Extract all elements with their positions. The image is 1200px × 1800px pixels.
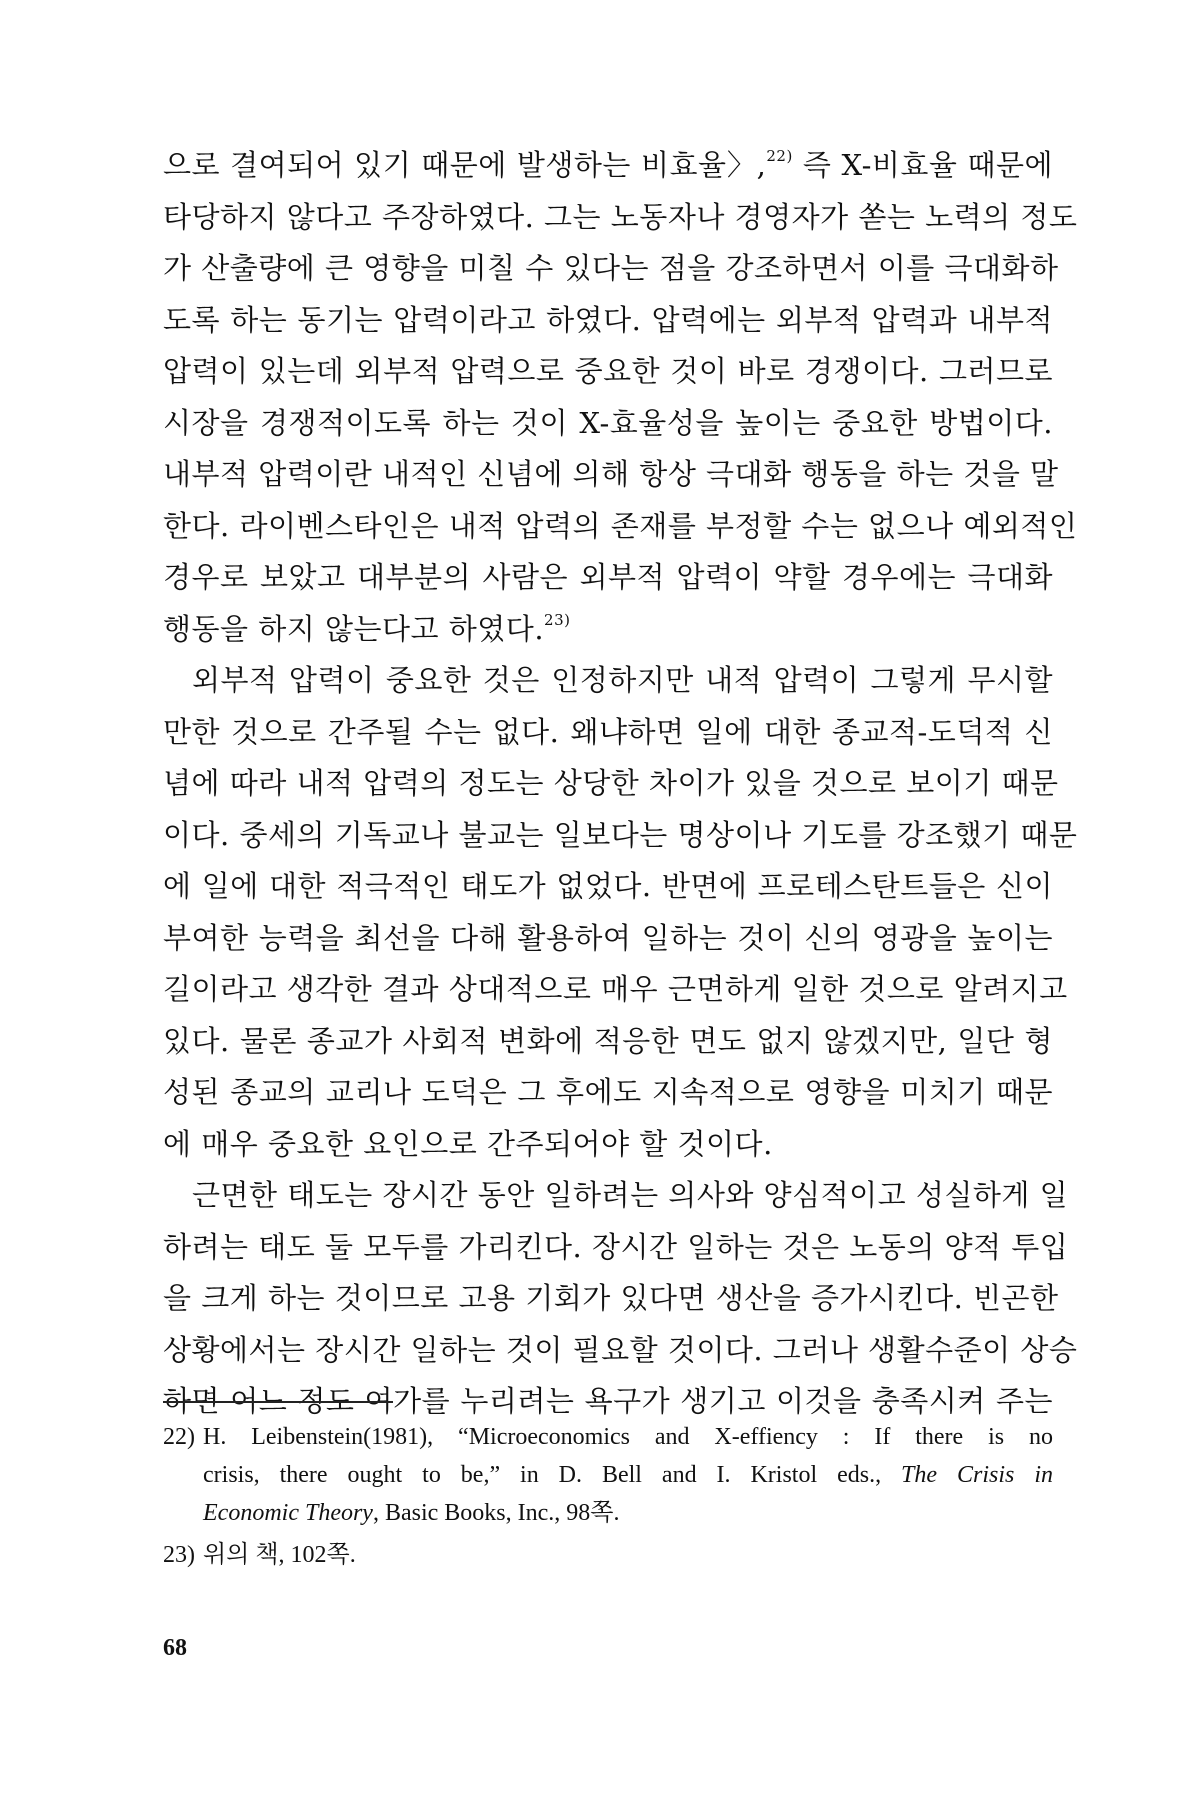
text-line: 내부적 압력이란 내적인 신념에 의해 항상 극대화 행동을 하는 것을 말 xyxy=(163,457,1059,491)
text-line: 하면 어느 정도 여가를 누리려는 욕구가 생기고 이것을 충족시켜 주는 xyxy=(163,1384,1053,1418)
text-line: 상황에서는 장시간 일하는 것이 필요할 것이다. 그러나 생활수준이 상승 xyxy=(163,1332,1078,1367)
text-line: 성된 종교의 교리나 도덕은 그 후에도 지속적으로 영향을 미치기 때문 xyxy=(163,1075,1053,1109)
text-line: 행동을 하지 않는다고 하였다.$^{23)}$ xyxy=(163,610,571,646)
text-line: 부여한 능력을 최선을 다해 활용하여 일하는 것이 신의 영광을 높이는 xyxy=(163,920,1053,955)
book-title: The Crisis in xyxy=(901,1462,1053,1488)
text-line: 압력이 있는데 외부적 압력으로 중요한 것이 바로 경쟁이다. 그러므로 xyxy=(163,354,1053,388)
footnote-line: Economic Theory, Basic Books, Inc., 98쪽. xyxy=(203,1500,620,1526)
footnote-ref-22[interactable]: 22) xyxy=(766,147,793,165)
page-number: 68 xyxy=(163,1635,187,1661)
text-line: 도록 하는 동기는 압력이라고 하였다. 압력에는 외부적 압력과 내부적 xyxy=(163,302,1053,337)
text-line: 가 산출량에 큰 영향을 미칠 수 있다는 점을 강조하면서 이를 극대화하 xyxy=(163,251,1059,285)
paragraph-2 xyxy=(163,655,1078,1170)
text-line: 념에 따라 내적 압력의 정도는 상당한 차이가 있을 것으로 보이기 때문 xyxy=(163,766,1059,800)
text-line: 타당하지 않다고 주장하였다. 그는 노동자나 경영자가 쏟는 노력의 정도 xyxy=(163,199,1078,234)
footnote-23 xyxy=(163,1536,1053,1574)
footnote-divider xyxy=(163,1401,393,1403)
book-title: Economic Theory xyxy=(203,1500,373,1526)
paragraph-1 xyxy=(163,140,1078,655)
footnote-number: 22) xyxy=(163,1424,195,1450)
footnote-line: crisis, there ought to be,” in D. Bell and I. Kristol eds., The Crisis in xyxy=(203,1462,1053,1488)
text-line: 에 매우 중요한 요인으로 간주되어야 할 것이다. xyxy=(163,1126,773,1161)
text-line: 한다. 라이벤스타인은 내적 압력의 존재를 부정할 수는 없으나 예외적인 xyxy=(163,508,1078,543)
page-body xyxy=(163,140,1078,1428)
text-line: 시장을 경쟁적이도록 하는 것이 X-효율성을 높이는 중요한 방법이다. xyxy=(163,405,1053,440)
text-line: 경우로 보았고 대부분의 사람은 외부적 압력이 약할 경우에는 극대화 xyxy=(163,560,1053,594)
text-line: 이다. 중세의 기독교나 불교는 일보다는 명상이나 기도를 강조했기 때문 xyxy=(163,817,1078,852)
text-line: 길이라고 생각한 결과 상대적으로 매우 근면하게 일한 것으로 알려지고 xyxy=(163,972,1068,1006)
footnote-line: H. Leibenstein(1981), “Microeconomics and X-effiency : If there is no xyxy=(203,1424,1053,1450)
text-line: 으로 결여되어 있기 때문에 발생하는 비효율〉,$^{22)}$ 즉 X-비효율 때문에 xyxy=(163,147,1054,182)
footnote-22 xyxy=(163,1418,1053,1532)
footnote-number: 23) xyxy=(163,1542,195,1568)
footnotes xyxy=(163,1418,1053,1574)
text-line: 을 크게 하는 것이므로 고용 기회가 있다면 생산을 증가시킨다. 빈곤한 xyxy=(163,1281,1059,1315)
text-line: 만한 것으로 간주될 수는 없다. 왜냐하면 일에 대한 종교적-도덕적 신 xyxy=(163,714,1053,749)
text-line: 있다. 물론 종교가 사회적 변화에 적응한 면도 없지 않겠지만, 일단 형 xyxy=(163,1023,1053,1058)
text-line: 근면한 태도는 장시간 동안 일하려는 의사와 양심적이고 성실하게 일 xyxy=(192,1178,1069,1212)
footnote-line: 위의 책, 102쪽. xyxy=(203,1542,356,1568)
paragraph-3 xyxy=(163,1170,1078,1428)
footnote-ref-23[interactable]: 23) xyxy=(544,610,571,629)
text-line: 에 일에 대한 적극적인 태도가 없었다. 반면에 프로테스탄트들은 신이 xyxy=(163,869,1053,903)
text-line: 외부적 압력이 중요한 것은 인정하지만 내적 압력이 그렇게 무시할 xyxy=(192,663,1053,697)
text-line: 하려는 태도 둘 모두를 가리킨다. 장시간 일하는 것은 노동의 양적 투입 xyxy=(163,1229,1069,1264)
